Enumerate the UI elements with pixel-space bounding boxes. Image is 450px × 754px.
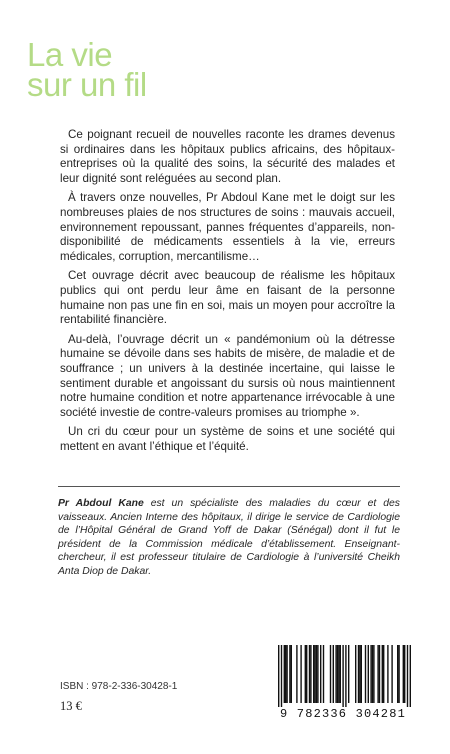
barcode-bar bbox=[368, 645, 369, 703]
barcode-bar bbox=[291, 645, 292, 703]
barcode-digits: 9 782336 304281 bbox=[279, 707, 407, 721]
book-title bbox=[27, 36, 147, 103]
separator-rule bbox=[58, 486, 400, 487]
barcode-bar bbox=[365, 645, 366, 703]
barcode-bar bbox=[410, 645, 411, 707]
back-cover-blurb bbox=[60, 128, 395, 459]
book-title-line-1: La vie bbox=[27, 36, 113, 73]
barcode-bar bbox=[407, 645, 408, 707]
barcode-bar bbox=[335, 645, 336, 703]
barcode-bar bbox=[373, 645, 374, 703]
blurb-paragraph: Un cri du cœur pour un système de soins et une société qui mettent en avant l’éthique et l’équité. bbox=[60, 425, 395, 453]
price: 13 € bbox=[60, 699, 82, 713]
barcode-bars bbox=[268, 645, 418, 707]
author-bio bbox=[58, 497, 400, 578]
barcode-bar bbox=[310, 645, 311, 703]
barcode-bar bbox=[398, 645, 399, 703]
barcode-bar bbox=[323, 645, 324, 703]
barcode bbox=[268, 645, 418, 729]
barcode-bar bbox=[300, 645, 301, 703]
blurb-paragraph: Ce poignant recueil de nouvelles raconte les drames devenus si ordinaires dans les hôpitaux publics africains, des hôpitaux-entreprises où la qualité des soins, la sécurité des malades et leur dignité sont reléguées au second plan. bbox=[60, 128, 395, 185]
barcode-bar bbox=[317, 645, 318, 703]
barcode-bar bbox=[372, 645, 373, 703]
blurb-paragraph: Au-delà, l’ouvrage décrit un « pandémonium où la détresse humaine se dévoile dans ses habits de misère, de maladie et de souffrance ; un univers à la destinée incertaine, qui laisse le sentiment durable et angoissant du sursis où nous maintiennent notre humaine condition et notre appartenance irrévocable à une société investie de contre-valeurs promises au triomphe ». bbox=[60, 332, 395, 419]
author-name: Pr Abdoul Kane bbox=[58, 498, 144, 509]
isbn: ISBN : 978-2-336-30428-1 bbox=[60, 681, 178, 692]
barcode-bar bbox=[345, 645, 346, 707]
barcode-bar bbox=[314, 645, 315, 703]
blurb-paragraph: À travers onze nouvelles, Pr Abdoul Kane met le doigt sur les nombreuses plaies de nos structures de soins : mauvais accueil, environnement repoussant, pannes fréquentes d’appareils, non-disponibilité de médicaments essentiels à la vie, erreurs médicales, corruption, mercantilisme… bbox=[60, 191, 395, 263]
barcode-bar bbox=[289, 645, 290, 703]
barcode-bar bbox=[342, 645, 343, 707]
barcode-bar bbox=[377, 645, 378, 703]
book-title-line-2: sur un fil bbox=[27, 66, 147, 103]
barcode-bar bbox=[333, 645, 334, 703]
barcode-bar bbox=[330, 645, 331, 703]
blurb-paragraph: Cet ouvrage décrit avec beaucoup de réalisme les hôpitaux publics qui ont perdu leur âme en faisant de la personne humaine non pas une fin en soi, mais un moyen pour accroître la rentabilité financière. bbox=[60, 269, 395, 327]
barcode-bar bbox=[284, 645, 285, 703]
barcode-bar bbox=[337, 645, 338, 703]
barcode-bar bbox=[397, 645, 398, 703]
barcode-bar bbox=[387, 645, 388, 703]
barcode-bar bbox=[296, 645, 297, 703]
barcode-bar bbox=[340, 645, 341, 703]
barcode-bar bbox=[313, 645, 314, 703]
barcode-bar bbox=[403, 645, 404, 703]
barcode-bar bbox=[320, 645, 321, 703]
barcode-bar bbox=[383, 645, 384, 703]
barcode-bar bbox=[370, 645, 371, 703]
barcode-bar bbox=[355, 645, 356, 703]
barcode-bar bbox=[361, 645, 362, 703]
barcode-bar bbox=[382, 645, 383, 703]
barcode-bar bbox=[379, 645, 380, 703]
author-bio-text: est un spécialiste des maladies du cœur et des vaisseaux. Ancien Interne des hôpitaux, il dirige le service de Cardiologie de l’Hôpital Général de Grand Yoff de Dakar (Sénégal) dont il fut le président de la Commission médicale d’établissement. Enseignant-chercheur, il est professeur titulaire de Cardiologie à l’université Cheikh Anta Diop de Dakar. bbox=[58, 498, 400, 577]
barcode-bar bbox=[358, 645, 359, 703]
barcode-bar bbox=[286, 645, 287, 703]
barcode-bar bbox=[285, 645, 286, 703]
barcode-bar bbox=[359, 645, 360, 703]
barcode-bar bbox=[309, 645, 310, 703]
barcode-bar bbox=[305, 645, 306, 703]
barcode-bar bbox=[348, 645, 349, 703]
barcode-bar bbox=[391, 645, 392, 703]
barcode-bar bbox=[278, 645, 279, 707]
barcode-bar bbox=[306, 645, 307, 703]
barcode-bar bbox=[316, 645, 317, 703]
barcode-bar bbox=[404, 645, 405, 703]
barcode-bar bbox=[281, 645, 282, 707]
barcode-bar bbox=[338, 645, 339, 703]
